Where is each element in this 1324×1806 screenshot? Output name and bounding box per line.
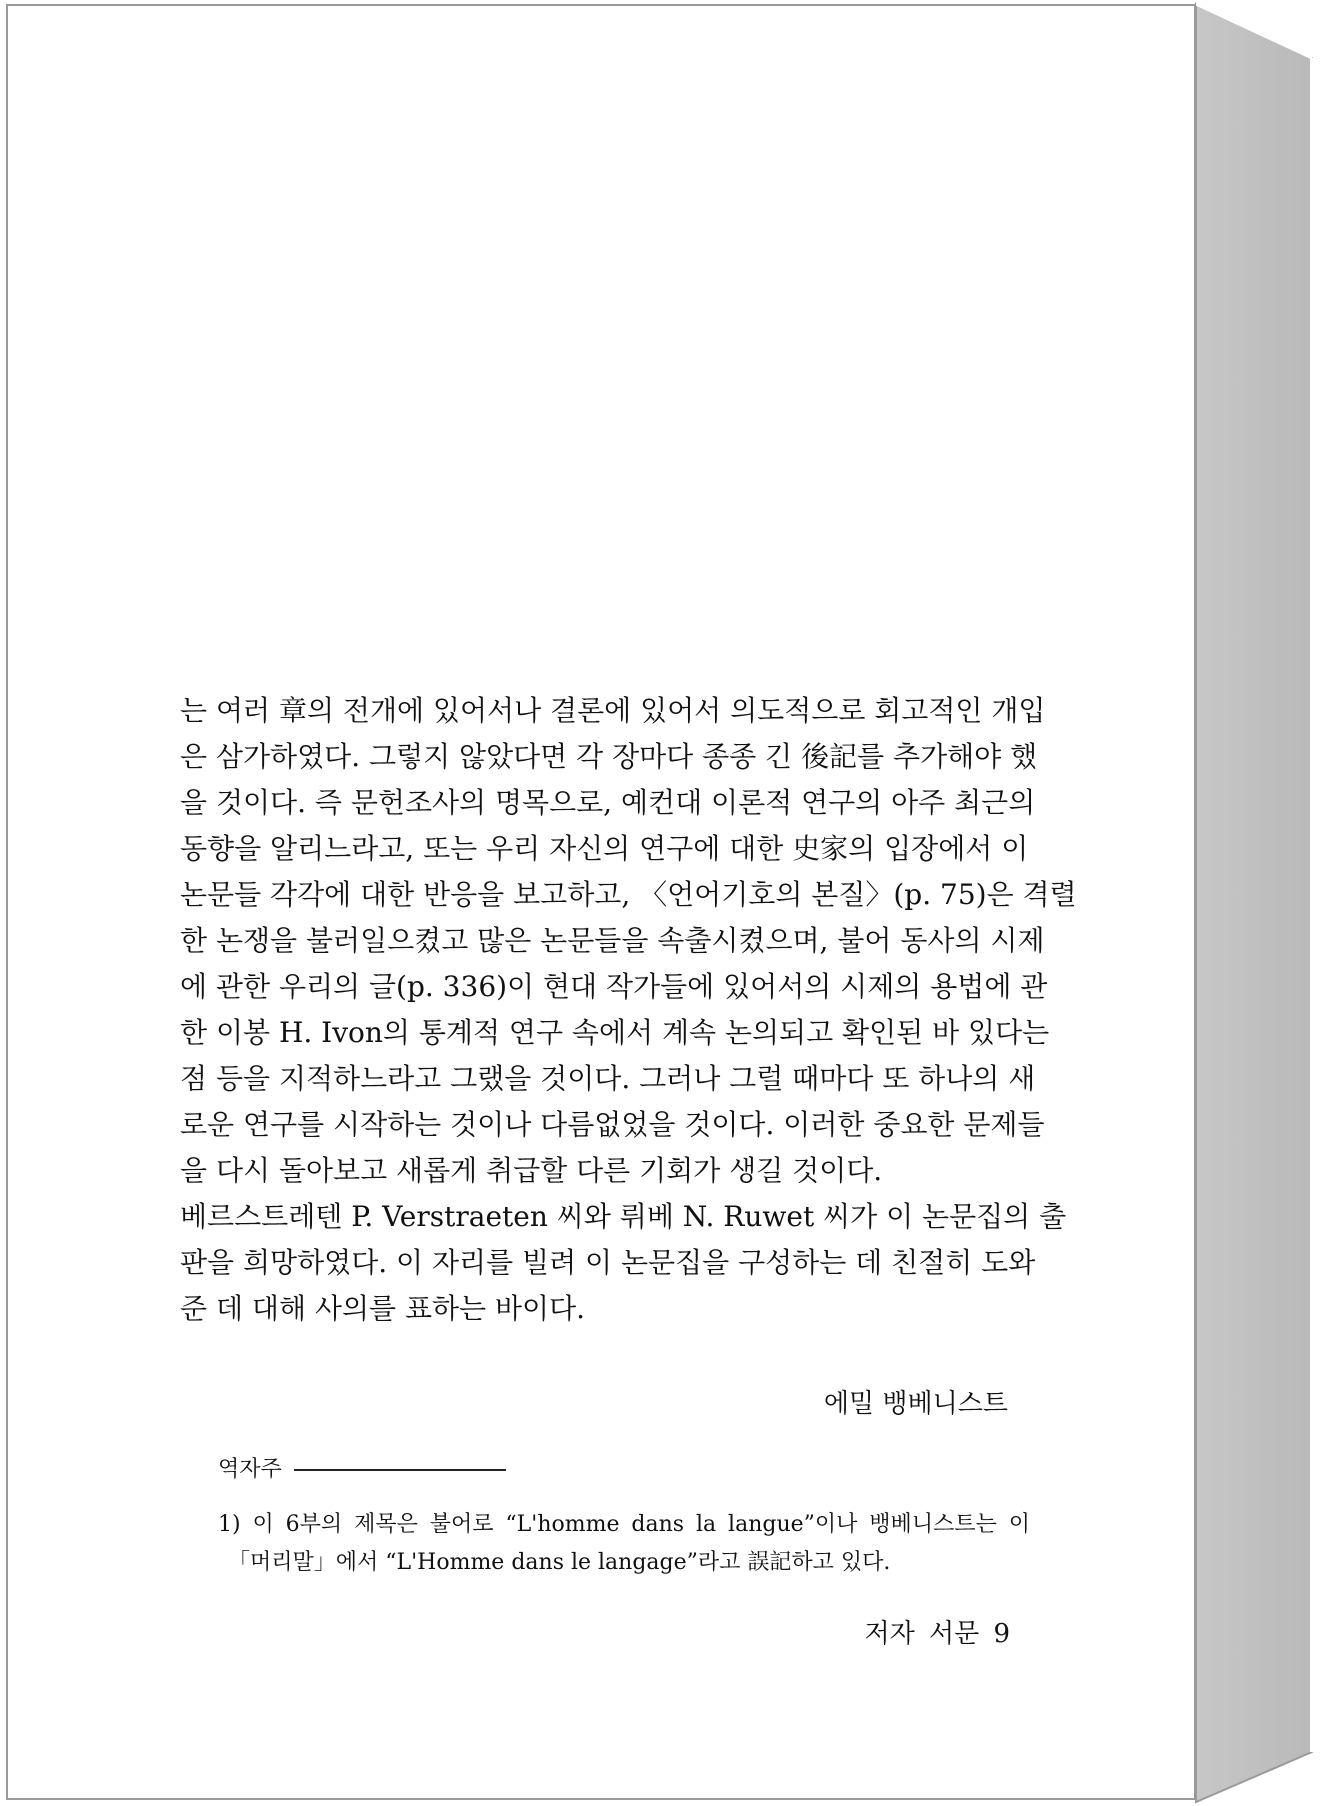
body-line: 베르스트레텐 P. Verstraeten 씨와 뤼베 N. Ruwet 씨가 이 논문집의 출 [180, 1200, 1067, 1233]
body-line: 한 이봉 H. Ivon의 통계적 연구 속에서 계속 논의되고 확인된 바 있다는 [180, 1016, 1050, 1049]
body-text [180, 688, 1077, 1332]
body-line: 점 등을 지적하느라고 그랬을 것이다. 그러나 그럴 때마다 또 하나의 새 [180, 1062, 1036, 1095]
body-line: 동향을 알리느라고, 또는 우리 자신의 연구에 대한 史家의 입장에서 이 [180, 832, 1029, 865]
notes-title-label: 역자주 [218, 1457, 282, 1482]
body-line: 한 논쟁을 불러일으켰고 많은 논문들을 속출시켰으며, 불어 동사의 시제 [180, 924, 1045, 957]
footnote [218, 1506, 1030, 1582]
footer-section-title: 저자 서문 [864, 1619, 980, 1649]
notes-divider [294, 1469, 506, 1471]
body-line: 을 다시 돌아보고 새롭게 취급할 다른 기회가 생길 것이다. [180, 1154, 883, 1187]
footnote-line: 1) 이 6부의 제목은 불어로 “L'homme dans la langue”이나 뱅베니스트는 이 [218, 1512, 1030, 1537]
body-line: 로운 연구를 시작하는 것이나 다름없었을 것이다. 이러한 중요한 문제들 [180, 1108, 1045, 1141]
footnote-line: 「머리말」에서 “L'Homme dans le langage”라고 誤記하고 있다. [228, 1550, 891, 1575]
body-line: 는 여러 章의 전개에 있어서나 결론에 있어서 의도적으로 회고적인 개입 [180, 694, 1046, 727]
page-number: 9 [993, 1619, 1010, 1649]
body-line: 에 관한 우리의 글(p. 336)이 현대 작가들에 있어서의 시제의 용법에 관 [180, 970, 1048, 1003]
body-line: 논문들 각각에 대한 반응을 보고하고, 〈언어기호의 본질〉(p. 75)은 격렬 [180, 878, 1077, 911]
body-line: 은 삼가하였다. 그렇지 않았다면 각 장마다 종종 긴 後記를 추가해야 했 [180, 740, 1038, 773]
body-line: 을 것이다. 즉 문헌조사의 명목으로, 예컨대 이론적 연구의 아주 최근의 [180, 786, 1036, 819]
author-signature: 에밀 뱅베니스트 [823, 1389, 1008, 1419]
body-line: 준 데 대해 사의를 표하는 바이다. [180, 1292, 586, 1325]
translator-notes-heading [218, 1452, 506, 1488]
body-line: 판을 희망하였다. 이 자리를 빌려 이 논문집을 구성하는 데 친절히 도와 [180, 1246, 1036, 1279]
running-footer [180, 1614, 1010, 1654]
